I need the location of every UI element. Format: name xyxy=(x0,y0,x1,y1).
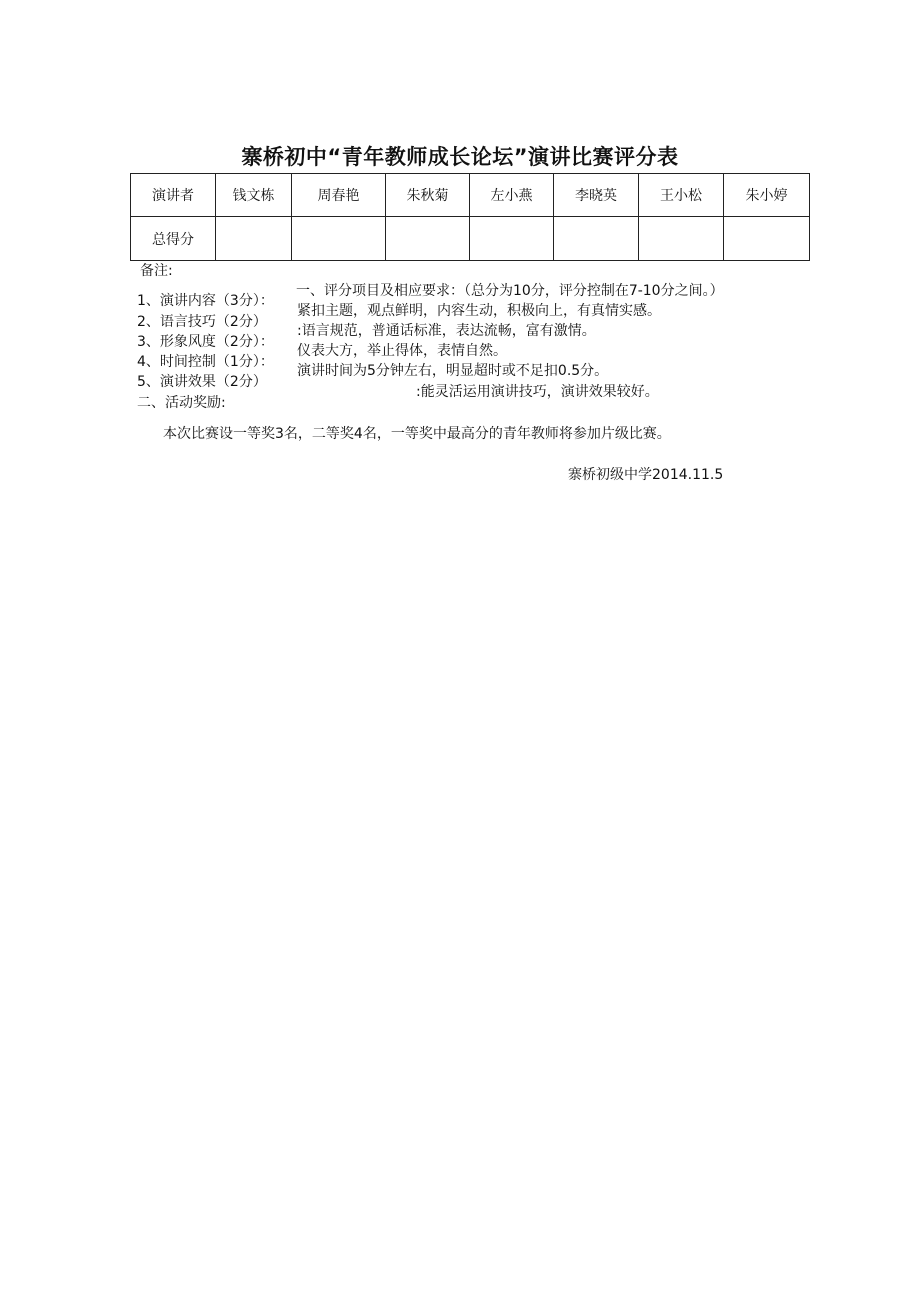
speaker-row xyxy=(131,174,810,217)
notes-label: 备注: xyxy=(140,263,173,279)
speaker-name-cell: 李晓英 xyxy=(554,174,639,217)
score-cell[interactable] xyxy=(216,217,292,261)
criterion-name: 4、时间控制（1分）： xyxy=(137,354,274,370)
criterion-name: 2、语言技巧（2分） xyxy=(137,314,267,330)
criterion-desc: 演讲时间为5分钟左右，明显超时或不足扣0.5分。 xyxy=(297,363,609,379)
speaker-header-cell: 演讲者 xyxy=(131,174,216,217)
speaker-name-cell: 左小燕 xyxy=(470,174,554,217)
criterion-name: 1、演讲内容（3分）： xyxy=(137,293,274,309)
document-title: 寨桥初中“青年教师成长论坛”演讲比赛评分表 xyxy=(241,145,679,169)
section2-heading: 二、活动奖励: xyxy=(137,395,226,411)
speaker-name-cell: 朱小婷 xyxy=(724,174,810,217)
award-text: 本次比赛设一等奖3名，二等奖4名，一等奖中最高分的青年教师将参加片级比赛。 xyxy=(163,426,671,442)
signature: 寨桥初级中学2014.11.5 xyxy=(568,467,724,483)
score-cell[interactable] xyxy=(724,217,810,261)
total-score-header-cell: 总得分 xyxy=(131,217,216,261)
criterion-name: 5、演讲效果（2分） xyxy=(137,374,267,390)
criterion-desc: :能灵活运用演讲技巧，演讲效果较好。 xyxy=(416,384,659,400)
speaker-name-cell: 钱文栋 xyxy=(216,174,292,217)
score-cell[interactable] xyxy=(639,217,724,261)
criterion-name: 3、形象风度（2分）： xyxy=(137,334,274,350)
speaker-name-cell: 朱秋菊 xyxy=(386,174,470,217)
criterion-desc: 仪表大方，举止得体，表情自然。 xyxy=(297,343,507,359)
speaker-name-cell: 周春艳 xyxy=(292,174,386,217)
score-cell[interactable] xyxy=(470,217,554,261)
speaker-name-cell: 王小松 xyxy=(639,174,724,217)
total-score-row xyxy=(131,217,810,261)
criterion-desc: :语言规范，普通话标准，表达流畅，富有激情。 xyxy=(297,323,596,339)
criterion-desc: 紧扣主题，观点鲜明，内容生动，积极向上，有真情实感。 xyxy=(297,303,661,319)
score-cell[interactable] xyxy=(386,217,470,261)
score-cell[interactable] xyxy=(292,217,386,261)
score-table xyxy=(130,173,810,261)
score-cell[interactable] xyxy=(554,217,639,261)
section1-heading: 一、评分项目及相应要求：（总分为10分，评分控制在7-10分之间。） xyxy=(296,283,724,299)
